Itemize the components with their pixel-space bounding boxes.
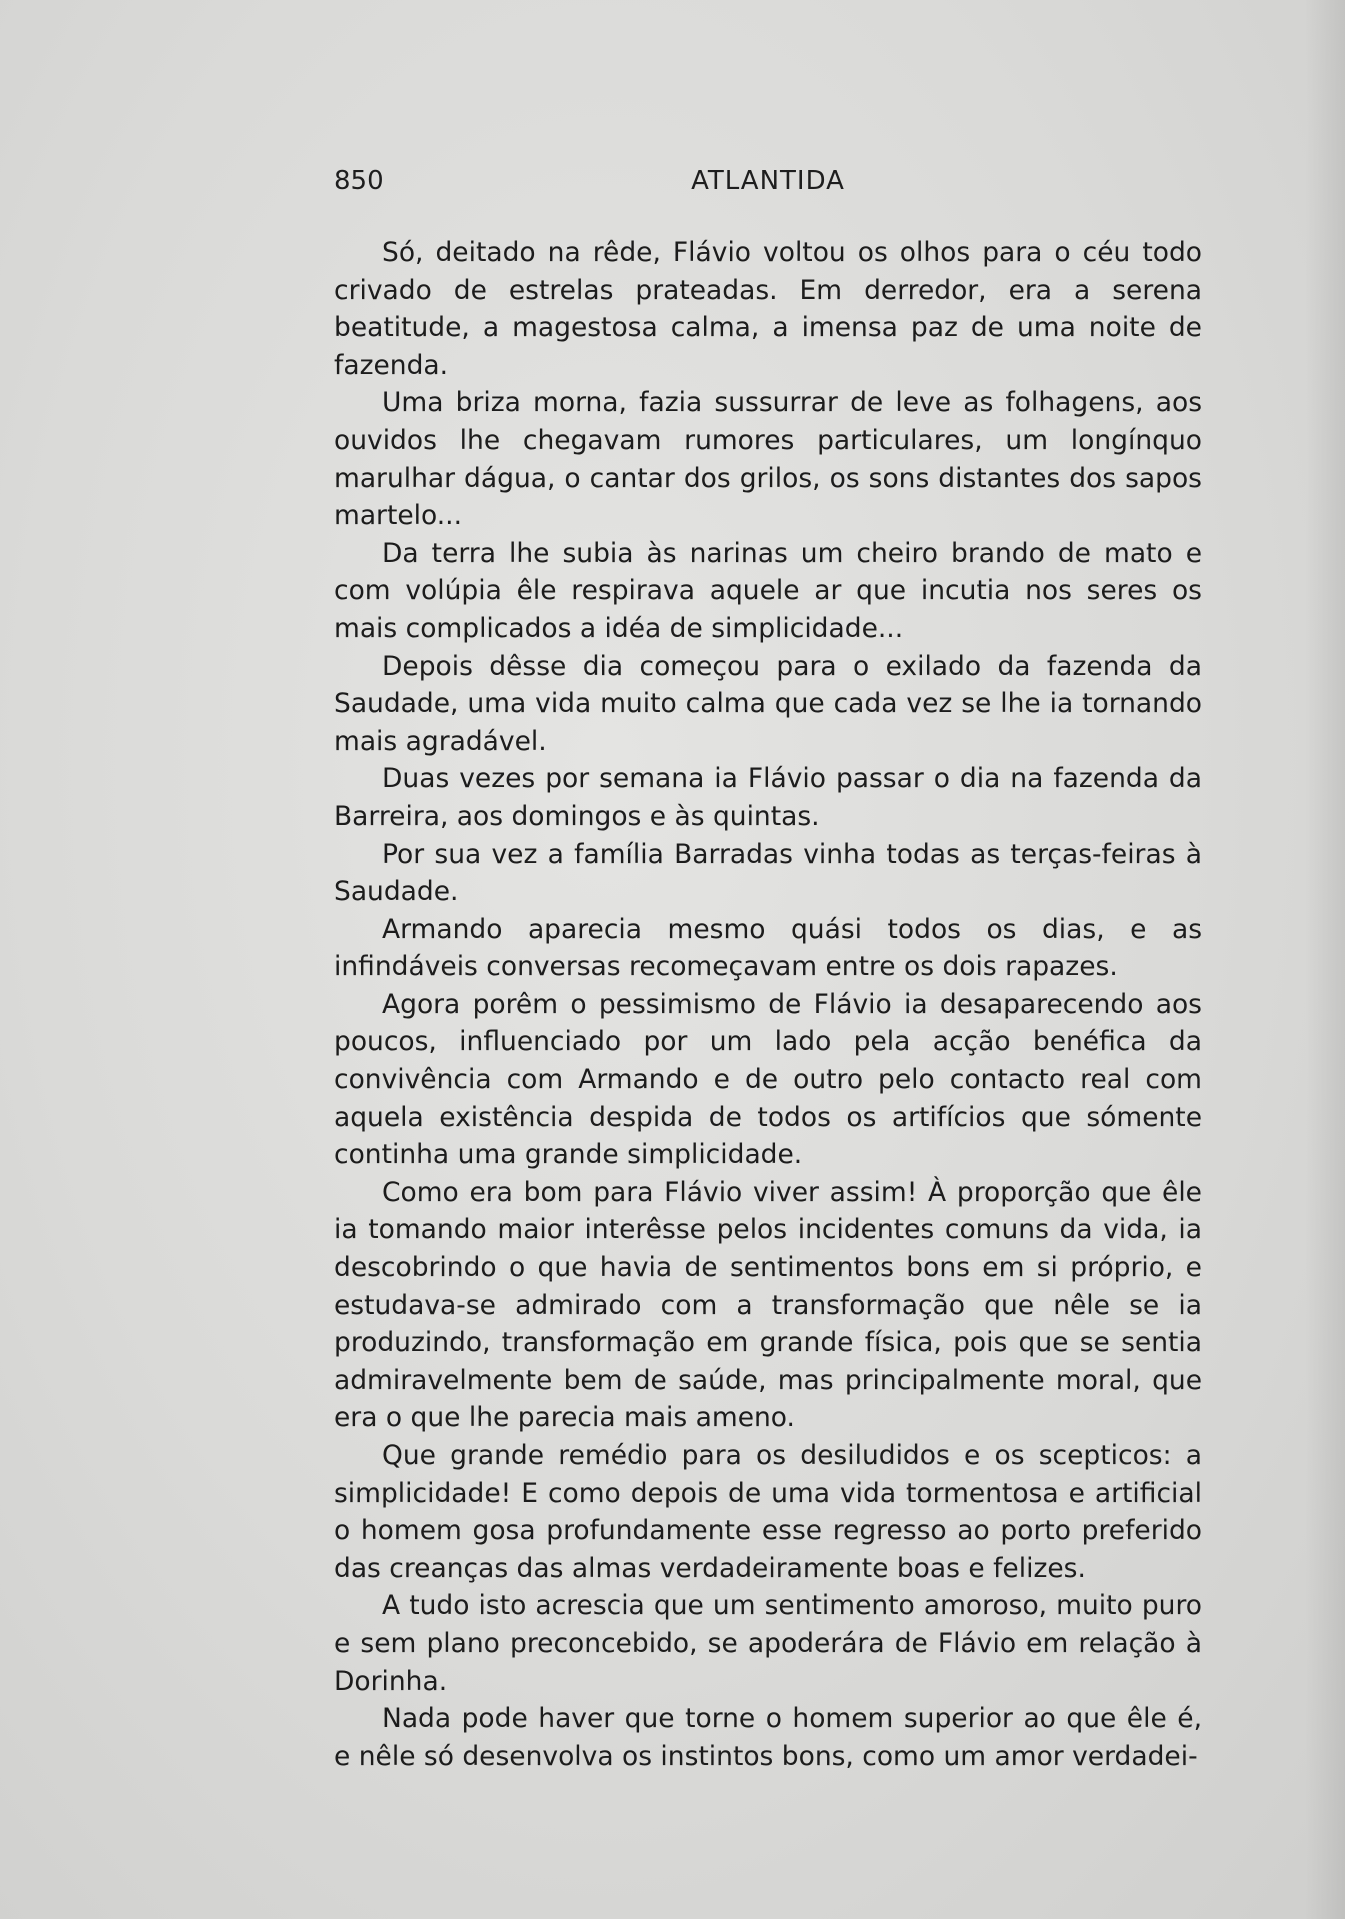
page-number: 850: [334, 166, 384, 196]
paragraph: Duas vezes por semana ia Flávio passar o dia na fazenda da Barreira, aos domingos e às quintas.: [334, 763, 1202, 832]
paragraph: Da terra lhe subia às narinas um cheiro brando de mato e com volúpia êle respirava aquele ar que incutia nos seres os mais complicados a idéa de simplicidade...: [334, 537, 1202, 644]
paragraph: Que grande remédio para os desiludidos e os scepticos: a simplicidade! E como depois de uma vida tormentosa e artificial o homem gosa profundamente esse regresso ao porto preferido das creanças das almas verdadeiramente boas e felizes.: [334, 1440, 1202, 1584]
body-text: [334, 234, 1202, 1775]
paragraph: Por sua vez a família Barradas vinha todas as terças-feiras à Saudade.: [334, 838, 1202, 908]
running-header: [334, 166, 1202, 206]
paragraph: Agora porêm o pessimismo de Flávio ia desaparecendo aos poucos, influenciado por um lado pela acção benéfica da convivência com Armando e de outro pelo contacto real com aquela existência despida de todos os artifícios que sómente continha uma grande simplicidade.: [334, 988, 1202, 1171]
paragraph: Como era bom para Flávio viver assim! À proporção que êle ia tomando maior interêsse pelos incidentes comuns da vida, ia descobrindo o que havia de sentimentos bons em si próprio, e estudava-se admirado com a transformação que nêle se ia produzindo, transformação em grande física, pois que se sentia admiravelmente bem de saúde, mas principalmente moral, que era o que lhe parecia mais ameno.: [334, 1176, 1202, 1434]
paragraph: A tudo isto acrescia que um sentimento amoroso, muito puro e sem plano preconcebido, se apoderára de Flávio em relação à Dorinha.: [334, 1590, 1202, 1697]
paragraph: Só, deitado na rêde, Flávio voltou os olhos para o céu todo crivado de estrelas prateadas. Em derredor, era a serena beatitude, a magestosa calma, a imensa paz de uma noite de fazenda.: [334, 237, 1202, 381]
paragraph: Nada pode haver que torne o homem superior ao que êle é, e nêle só desenvolva os instintos bons, como um amor verdadei-: [334, 1703, 1202, 1772]
page-edge-shadow: [1305, 0, 1345, 1919]
paragraph: Armando aparecia mesmo quási todos os dias, e as infindáveis conversas recomeçavam entre os dois rapazes.: [334, 913, 1202, 983]
paragraph: Uma briza morna, fazia sussurrar de leve as folhagens, aos ouvidos lhe chegavam rumores particulares, um longínquo marulhar dágua, o cantar dos grilos, os sons distantes dos sapos martelo...: [334, 387, 1202, 532]
running-title: ATLANTIDA: [691, 166, 845, 196]
paragraph: Depois dêsse dia começou para o exilado da fazenda da Saudade, uma vida muito calma que cada vez se lhe ia tornando mais agradável.: [334, 650, 1202, 757]
